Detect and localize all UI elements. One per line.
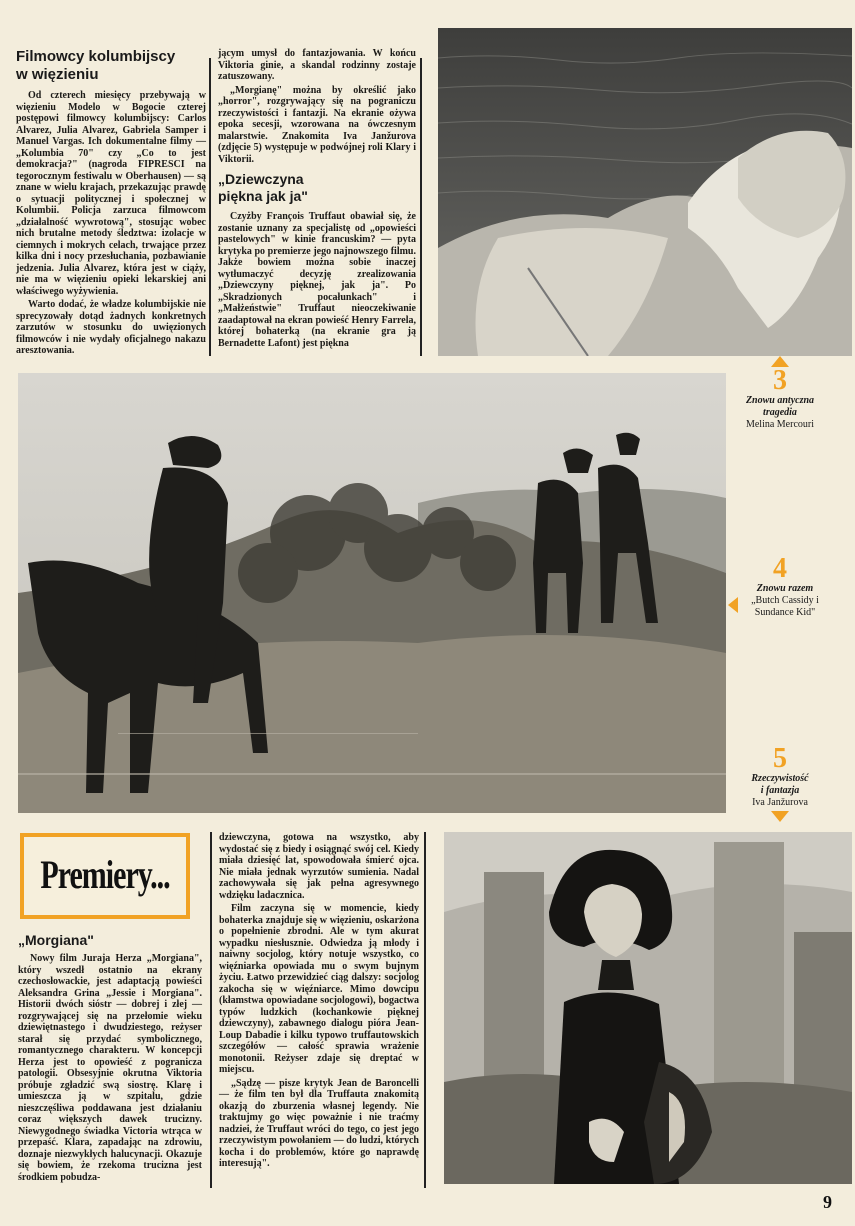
caption-line: Rzeczywistość — [751, 773, 809, 784]
article-body — [219, 832, 419, 1170]
caption-line: „Butch Cassidy i — [751, 595, 819, 606]
arrow-left-icon — [728, 597, 738, 613]
caption-text — [730, 395, 830, 431]
caption-number: 3 — [773, 365, 787, 396]
article-title-line1: Filmowcy kolumbijscy — [16, 48, 176, 65]
article-kolumbijscy — [16, 48, 206, 359]
caption-text — [730, 773, 830, 809]
premiery-label: Premiery... — [40, 853, 170, 898]
paragraph: Warto dodać, że władze kolumbijskie nie sprecyzowały dotąd żadnych konkretnych zarzutów w stosunku do uwięzionych filmowców i nie wydały oficjalnego nakazu aresztowania. — [16, 299, 206, 356]
article-body — [16, 90, 206, 357]
caption-line: Znowu antyczna — [745, 395, 815, 406]
arrow-down-icon — [771, 811, 789, 822]
paragraph: jącym umysł do fantazjowania. W końcu Viktoria ginie, a skandal rodzinny zostaje zatuszowany. — [218, 48, 416, 82]
caption-number: 4 — [773, 553, 787, 584]
caption-line: i fantazja — [760, 785, 800, 796]
photo-woman-period-dress — [444, 832, 852, 1184]
column-rule — [420, 58, 422, 356]
heading-dziewczyna-2: piękna jak ja" — [218, 188, 308, 204]
column-middle-bottom — [219, 832, 419, 1172]
article-body — [18, 953, 202, 1183]
column-rule — [210, 832, 212, 1188]
premiery-box — [20, 833, 190, 919]
paragraph: Czyżby François Truffaut obawiał się, że zostanie uznany za specjalistę od „opowieści pastelowych" w kinie francuskim? — pyta krytyka po premierze jego najnowszego filmu. Jakże bowiem można sobie inaczej wytłumaczyć decyzję zrealizowania „Dziewczyny pięknej, jak ja". Po „Skradzionych pocałunkach" i „Małżeństwie" Truffaut nieoczekiwanie zaadaptował na ekran powieść Henry Farrela, której bohaterką (na ekranie gra ją Bernadette Lafont) jest piękna — [218, 211, 416, 349]
article-morgiana — [18, 932, 202, 1185]
caption-line: Melina Mercouri — [745, 419, 815, 430]
caption-line: tragedia — [763, 407, 797, 418]
article-body — [218, 48, 416, 165]
caption-4 — [728, 555, 832, 619]
heading-morgiana: „Morgiana" — [18, 932, 94, 948]
caption-line: Iva Janžurova — [752, 797, 808, 808]
paragraph: „Morgianę" można by określić jako „horror", rozgrywający się na pograniczu rzeczywistości i fantazji. Na ekranie ożywa epoka secesji, wzorowana na ówczesnym malarstwie. Znakomita Iva Janžurova (zdjęcie 5) występuje w podwójnej roli Klary i Viktorii. — [218, 84, 416, 165]
paragraph: Nowy film Juraja Herza „Morgiana", który wszedł ostatnio na ekrany czechosłowackie, jest adaptacją powieści Aleksandra Grina „Jessie i Morgiana". Historii dwóch sióstr — dobrej i złej — rozgrywającej się na przełomie wieku dziewiętnastego i dwudziestego, reżyser starał się przydać symbolicznego, romantycznego charakteru. W koncepcji Herza jest to opowieść z pogranicza patologii. Obsesyjnie okrutna Viktoria próbuje zgładzić swą siostrę. Klarę i umieszcza ją w szpitalu, gdzie nieszczęśliwa poddawana jest działaniu coraz większych dawek trucizny. Niewygodnego świadka Victoria wtrąca w przepaść. Klara, zapadając na zdrowiu, doznaje niezwykłych halucynacji. Okazuje się bowiem, że rzekoma trucizna jest środkiem pobudza- — [18, 953, 202, 1183]
photo-riders — [18, 373, 726, 813]
caption-3 — [730, 356, 830, 431]
caption-line: Sundance Kid" — [754, 607, 816, 618]
photo-woman-by-sea — [438, 28, 852, 356]
paragraph: Film zaczyna się w momencie, kiedy bohaterka znajduje się w więzieniu, oskarżona o popełnienie zbrodni. Ale w tym akurat wypadku niesłusznie. Odwiedza ją młody i naiwny socjolog, który notuje wszystko, co więźniarka opowiada mu o swym bujnym życiu. Łatwo przewidzieć ciąg dalszy: socjolog zakocha się w więźniarce. Mimo dowcipu (kłamstwa opowiadane socjologowi), bogactwa typów ludzkich (kochankowie pięknej dziewczyny), zabawnego dialogu pióra Jean-Loup Dabadie i kilku typowo truffautowskich szczegółów — całość sprawia wrażenie monotonii. Reżyser zdaje się dreptać w miejscu. — [219, 903, 419, 1075]
paragraph: „Sądzę — pisze krytyk Jean de Baroncelli — że film ten był dla Truffauta znakomitą okazją do zburzenia własnej legendy. Nie traktujmy go więc poważnie i nie traćmy nadziei, że Truffaut wróci do tego, co jest jego rzeczywistym powołaniem — do ludzi, których kocha i do problemów, które go naprawdę interesują". — [219, 1077, 419, 1169]
caption-5 — [730, 745, 830, 822]
paragraph: Od czterech miesięcy przebywają w więzieniu Modelo w Bogocie czterej postępowi filmowcy kolumbijscy: Carlos Alvarez, Julia Alvarez, Gabriela Samper i Manuel Vargas. Ich dokumentalne filmy — „Kolumbia 70" czy „Co to jest demokracja?" (nagroda FIPRESCI na tegorocznym festiwalu w Oberhausen) — są znane w wielu krajach, przekazując prawdę o sytuacji politycznej i społecznej w Kolumbii. Policja zarzuca filmowcom „działalność wywrotową", stosując wobec nich brutalne metody śledztwa: izolacje w ciemnych i mokrych celach, trwające przez kilka dni i nocy przesłuchania, pozbawianie jedzenia. Julia Alvarez, która jest w ciąży, nie ma w więzieniu opieki lekarskiej ani właściwego wyżywienia. — [16, 90, 206, 297]
column-rule — [424, 832, 426, 1188]
caption-number: 5 — [773, 743, 787, 774]
column-middle-top — [218, 48, 416, 351]
caption-line: Znowu razem — [756, 583, 814, 594]
page-number: 9 — [823, 1192, 832, 1212]
heading-dziewczyna-1: „Dziewczyna — [218, 171, 304, 187]
article-title-line2: w więzieniu — [16, 66, 99, 83]
article-body — [218, 211, 416, 349]
column-rule — [209, 58, 211, 356]
paragraph: dziewczyna, gotowa na wszystko, aby wydostać się z biedy i osiągnąć swój cel. Kiedy miała dziesięć lat, spowodowała śmierć ojca. Nie miała jednak wyrzutów sumienia. Nadal zachowywała się jak pełna agresywnego wdzięku ladacznica. — [219, 832, 419, 901]
caption-text — [728, 583, 832, 619]
